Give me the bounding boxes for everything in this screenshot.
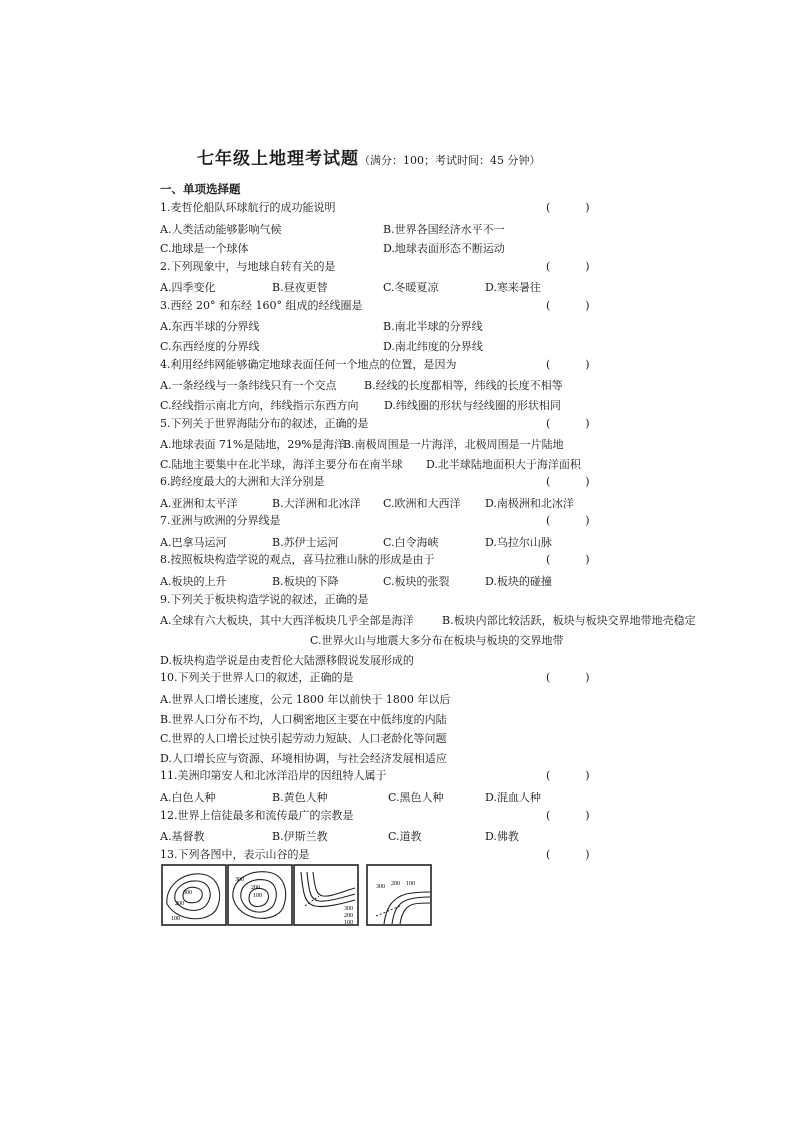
q3-option-a: A.东西半球的分界线: [160, 320, 260, 333]
q5-option-a: A.地球表面 71%是陆地，29%是海洋: [160, 438, 345, 451]
q8-option-b: B.板块的下降: [272, 575, 339, 588]
q7-option-b: B.苏伊士运河: [272, 536, 339, 549]
q5-option-c: C.陆地主要集中在北半球，海洋主要分布在南半球: [160, 458, 403, 471]
q5-option-b: B.南极周围是一片海洋，北极周围是一片陆地: [343, 438, 564, 451]
answer-bracket-5: ( ): [546, 417, 590, 430]
q2-option-a: A.四季变化: [160, 281, 216, 294]
question-7: 7.亚洲与欧洲的分界线是: [160, 514, 281, 527]
q4-option-c: C.经线指示南北方向，纬线指示东西方向: [160, 399, 359, 412]
section-heading: 一、单项选择题: [160, 182, 241, 196]
q5-option-d: D.北半球陆地面积大于海洋面积: [426, 458, 581, 471]
q10-option-b: B.世界人口分布不均，人口稠密地区主要在中低纬度的内陆: [160, 713, 447, 726]
question-1: 1.麦哲伦船队环球航行的成功能说明: [160, 201, 336, 214]
q11-option-d: D.混血人种: [485, 791, 541, 804]
q2-option-c: C.冬暖夏凉: [383, 281, 439, 294]
q4-option-a: A.一条经线与一条纬线只有一个交点: [160, 379, 337, 392]
answer-bracket-1: ( ): [546, 201, 590, 214]
q2-option-b: B.昼夜更替: [272, 281, 328, 294]
q2-option-d: D.寒来暑往: [485, 281, 541, 294]
question-4: 4.利用经纬网能够确定地球表面任何一个地点的位置，是因为: [160, 358, 457, 371]
q8-option-c: C.板块的张裂: [383, 575, 450, 588]
fig-a-label-300: 300: [183, 890, 192, 896]
contour-figure-d: [366, 864, 432, 926]
q6-option-b: B.大洋洲和北冰洋: [272, 497, 361, 510]
q3-option-d: D.南北纬度的分界线: [383, 340, 483, 353]
q4-option-b: B.经线的长度都相等，纬线的长度不相等: [364, 379, 563, 392]
q7-option-c: C.白令海峡: [383, 536, 439, 549]
answer-bracket-13: ( ): [546, 848, 590, 861]
q6-option-a: A.亚洲和太平洋: [160, 497, 238, 510]
answer-bracket-8: ( ): [546, 553, 590, 566]
title-main: 七年级上地理考试题: [197, 149, 359, 169]
q7-option-a: A.巴拿马运河: [160, 536, 227, 549]
answer-bracket-3: ( ): [546, 299, 590, 312]
q4-option-d: D.纬线圈的形状与经线圈的形状相同: [384, 399, 561, 412]
answer-bracket-11: ( ): [546, 769, 590, 782]
answer-bracket-4: ( ): [546, 358, 590, 371]
question-13: 13.下列各图中，表示山谷的是: [160, 848, 310, 861]
q9-option-d: D.板块构造学说是由麦哲伦大陆漂移假说发展形成的: [160, 654, 414, 667]
fig-d-label-100: 100: [406, 881, 415, 887]
contour-figure-b: [227, 864, 293, 926]
fig-b-label-100: 100: [253, 893, 262, 899]
q12-option-c: C.道教: [388, 830, 422, 843]
q9-option-c: C.世界火山与地震大多分布在板块与板块的交界地带: [310, 634, 564, 647]
q6-option-d: D.南极洲和北冰洋: [485, 497, 574, 510]
q10-option-a: A.世界人口增长速度，公元 1800 年以前快于 1800 年以后: [160, 693, 451, 706]
q11-option-c: C.黑色人种: [388, 791, 444, 804]
fig-a-label-200: 200: [175, 901, 184, 907]
q1-option-d: D.地球表面形态不断运动: [383, 242, 505, 255]
q10-option-c: C.世界的人口增长过快引起劳动力短缺、人口老龄化等问题: [160, 732, 447, 745]
fig-d-label-300: 300: [376, 884, 385, 890]
q1-option-a: A.人类活动能够影响气候: [160, 223, 282, 236]
exam-title: [197, 144, 541, 169]
fig-b-label-200: 200: [251, 885, 260, 891]
question-12: 12.世界上信徒最多和流传最广的宗教是: [160, 809, 354, 822]
contour-figure-a: [161, 864, 227, 926]
answer-bracket-12: ( ): [546, 809, 590, 822]
question-10: 10.下列关于世界人口的叙述，正确的是: [160, 671, 354, 684]
question-2: 2.下列现象中，与地球自转有关的是: [160, 260, 336, 273]
q8-option-a: A.板块的上升: [160, 575, 227, 588]
fig-c-label-100: 100: [344, 920, 353, 926]
q12-option-d: D.佛教: [485, 830, 519, 843]
question-5: 5.下列关于世界海陆分布的叙述，正确的是: [160, 417, 369, 430]
fig-d-label-200: 200: [391, 881, 400, 887]
q1-option-c: C.地球是一个球体: [160, 242, 249, 255]
q11-option-a: A.白色人种: [160, 791, 216, 804]
q10-option-d: D.人口增长应与资源、环境相协调，与社会经济发展相适应: [160, 752, 447, 765]
answer-bracket-6: ( ): [546, 475, 590, 488]
q9-option-b: B.板块内部比较活跃，板块与板块交界地带地壳稳定: [442, 614, 696, 627]
q3-option-b: B.南北半球的分界线: [383, 320, 483, 333]
q7-option-d: D.乌拉尔山脉: [485, 536, 552, 549]
fig-b-label-300: 300: [235, 877, 244, 883]
fig-c-label-300: 300: [344, 906, 353, 912]
q11-option-b: B.黄色人种: [272, 791, 328, 804]
q8-option-d: D.板块的碰撞: [485, 575, 552, 588]
question-8: 8.按照板块构造学说的观点，喜马拉雅山脉的形成是由于: [160, 553, 435, 566]
q3-option-c: C.东西经度的分界线: [160, 340, 260, 353]
answer-bracket-2: ( ): [546, 260, 590, 273]
title-subtitle: （满分：100；考试时间：45 分钟）: [359, 154, 541, 167]
question-6: 6.跨经度最大的大洲和大洋分别是: [160, 475, 325, 488]
question-11: 11.美洲印第安人和北冰洋沿岸的因纽特人属于: [160, 769, 387, 782]
contour-figure-c: [293, 864, 359, 926]
fig-c-label-200: 200: [344, 913, 353, 919]
q1-option-b: B.世界各国经济水平不一: [383, 223, 505, 236]
q12-option-b: B.伊斯兰教: [272, 830, 328, 843]
fig-a-label-100: 100: [171, 916, 180, 922]
question-9: 9.下列关于板块构造学说的叙述，正确的是: [160, 593, 369, 606]
q6-option-c: C.欧洲和大西洋: [383, 497, 461, 510]
answer-bracket-10: ( ): [546, 671, 590, 684]
answer-bracket-7: ( ): [546, 514, 590, 527]
q9-option-a: A.全球有六大板块，其中大西洋板块几乎全部是海洋: [160, 614, 414, 627]
q12-option-a: A.基督教: [160, 830, 205, 843]
question-3: 3.西经 20° 和东经 160° 组成的经线圈是: [160, 299, 363, 312]
